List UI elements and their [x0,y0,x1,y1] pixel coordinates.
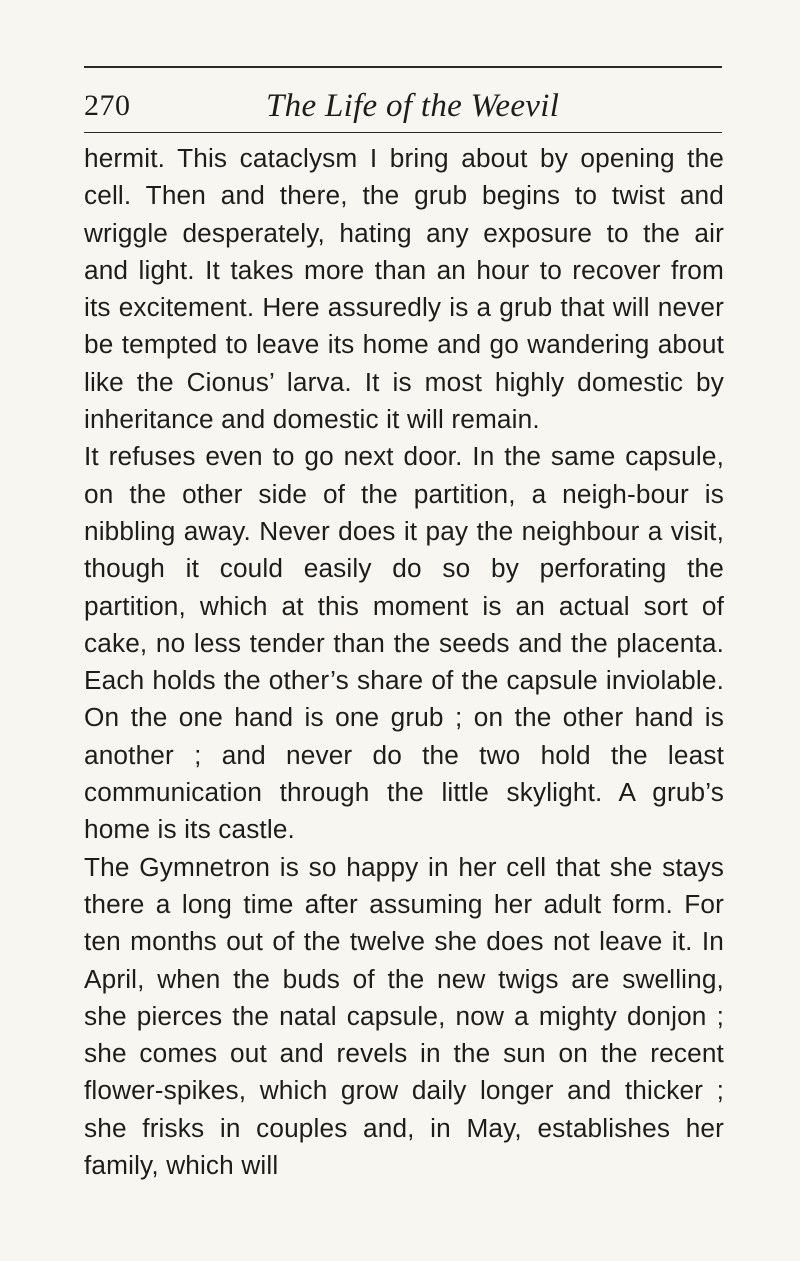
page-header [84,84,722,132]
page-number: 270 [84,89,131,122]
top-rule [84,66,722,68]
paragraph-2: It refuses even to go next door. In the same capsule, on the other side of the partition, a neigh-bour is nibbling away. Never does it pay the neighbour a visit, though it could easily do so by perforating the partition, which at this moment is an actual sort of cake, no less tender than the seeds and the placenta. Each holds the other’s share of the capsule inviolable. On the one hand is one grub ; on the other hand is another ; and never do the two hold the least communication through the little skylight. A grub’s home is its castle. [84,441,724,845]
paragraph-3: The Gymnetron is so happy in her cell that she stays there a long time after assuming her adult form. For ten months out of the twelve she does not leave it. In April, when the buds of the new twigs are swelling, she pierces the natal capsule, now a mighty donjon ; she comes out and revels in the sun on the recent flower-spikes, which grow daily longer and thicker ; she frisks in couples and, in May, establishes her family, which will [84,851,724,1181]
body-text [84,140,724,1184]
header-rule [84,132,722,133]
running-title: The Life of the Weevil [266,88,560,124]
paragraph-1: hermit. This cataclysm I bring about by opening the cell. Then and there, the grub begins to twist and wriggle desperately, hating any exposure to the air and light. It takes more than an hour to recover from its excitement. Here assuredly is a grub that will never be tempted to leave its home and go wandering about like the Cionus’ larva. It is most highly domestic by inheritance and domestic it will remain. [84,143,724,435]
